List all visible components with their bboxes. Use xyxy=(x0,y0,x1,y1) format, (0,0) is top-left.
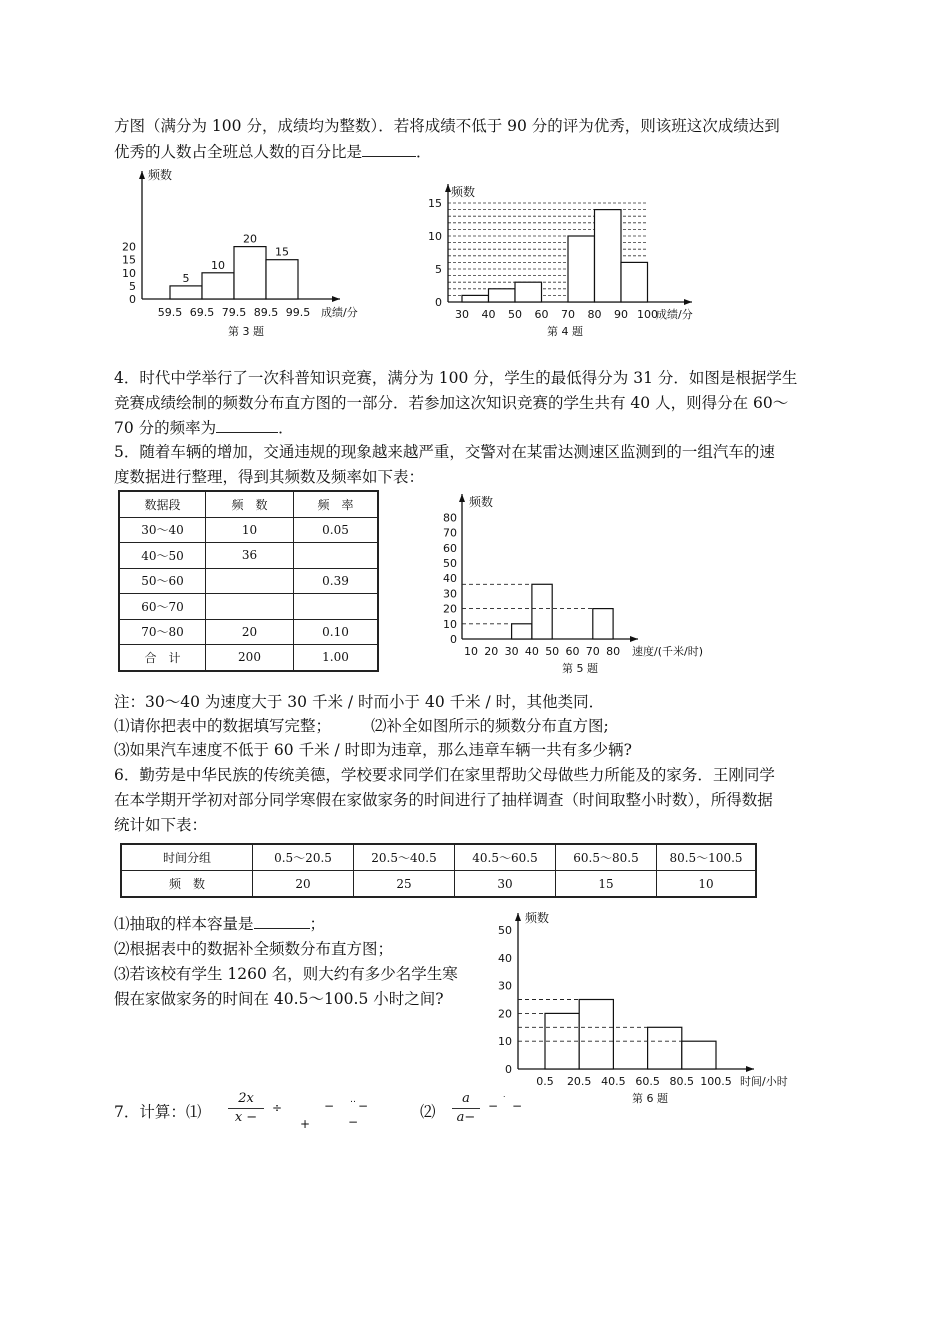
table-row xyxy=(119,568,378,594)
tick-label-x: 79.5 xyxy=(221,306,247,319)
fraction-denominator: x − xyxy=(228,1108,264,1127)
tick-label-x: 70 xyxy=(585,645,600,658)
cell: 20 xyxy=(253,871,354,898)
tick-label-x: 50 xyxy=(545,645,560,658)
tick-label-y: 10 xyxy=(498,1035,512,1049)
histogram-bar xyxy=(593,609,613,639)
tick-label-x: 40.5 xyxy=(601,1075,626,1088)
q6-sub1-text: ⑴抽取的样本容量是 xyxy=(114,915,254,933)
q6-line2: 在本学期开学初对部分同学寒假在家做家务的时间进行了抽样调查（时间取整小时数），所得数据 xyxy=(114,791,773,809)
x-axis-arrow xyxy=(332,296,340,302)
fraction-1 xyxy=(228,1090,264,1127)
q6-sub2: ⑵根据表中的数据补全频数分布直方图； xyxy=(114,940,394,958)
tick-label-y: 20 xyxy=(122,240,136,254)
chart-q3 xyxy=(112,165,382,343)
y-axis-label: 频数 xyxy=(525,911,550,925)
header-cell: 频 数 xyxy=(206,491,294,517)
table-q5 xyxy=(118,490,379,672)
histogram-bar xyxy=(595,210,622,302)
x-axis-arrow xyxy=(746,1066,754,1072)
histogram-bar xyxy=(532,584,552,639)
table-row xyxy=(121,844,756,871)
tick-label-y: 0 xyxy=(129,293,136,306)
svg-text:÷: ÷ xyxy=(272,1101,283,1115)
histogram-bar xyxy=(648,1027,682,1069)
tick-label-x: 30 xyxy=(455,308,469,321)
table-row xyxy=(119,619,378,645)
svg-text:‥: ‥ xyxy=(350,1096,357,1105)
tick-label-x: 100 xyxy=(637,308,658,321)
svg-text:−: − xyxy=(358,1099,369,1113)
q5-line1: 5．随着车辆的增加，交通违规的现象越来越严重，交警对在某雷达测速区监测到的一组汽车的速 xyxy=(114,443,775,461)
chart-q6 xyxy=(490,905,820,1105)
cell: 0.39 xyxy=(294,568,379,594)
tick-label-x: 60 xyxy=(534,308,549,321)
tick-label-y: 80 xyxy=(443,511,457,525)
answer-blank[interactable] xyxy=(216,417,278,433)
q4-line3 xyxy=(114,416,844,440)
cell[interactable] xyxy=(206,568,294,594)
svg-text:−: − xyxy=(488,1099,499,1113)
svg-text:+: + xyxy=(300,1117,311,1130)
histogram-bar xyxy=(170,286,202,299)
tick-label-x: 80 xyxy=(606,645,621,658)
chart-caption: 第 6 题 xyxy=(632,1092,668,1105)
cell: 30～40 xyxy=(119,517,206,543)
cell: 时间分组 xyxy=(121,844,253,871)
cell[interactable] xyxy=(206,594,294,620)
svg-text:−: − xyxy=(348,1115,359,1129)
cell: 60～70 xyxy=(119,594,206,620)
tick-label-x: 89.5 xyxy=(253,306,279,319)
chart-caption: 第 3 题 xyxy=(228,325,264,338)
fraction-numerator: 2x xyxy=(238,1091,254,1106)
tick-label-x: 30 xyxy=(504,645,519,658)
answer-blank[interactable] xyxy=(254,913,310,929)
cell: 合 计 xyxy=(119,645,206,671)
table-row xyxy=(119,594,378,620)
tick-label-y: 20 xyxy=(498,1007,512,1021)
tick-label-x: 80 xyxy=(587,308,602,321)
cell: 0.5～20.5 xyxy=(253,844,354,871)
tick-label-y: 30 xyxy=(498,979,512,993)
tick-label-x: 0.5 xyxy=(536,1075,554,1088)
tick-label-y: 50 xyxy=(443,557,457,570)
cell[interactable] xyxy=(294,543,379,569)
q3-text-line2 xyxy=(114,140,844,164)
q6-line3: 统计如下表： xyxy=(114,816,208,834)
tick-label-x: 60 xyxy=(565,645,580,658)
chart-caption: 第 5 题 xyxy=(562,662,598,675)
cell: 频 数 xyxy=(121,871,253,898)
data-label: 10 xyxy=(211,258,225,272)
histogram-bar xyxy=(512,624,532,639)
header-cell: 频 率 xyxy=(294,491,379,517)
cell: 10 xyxy=(206,517,294,543)
data-label: 15 xyxy=(275,245,289,259)
cell: 50～60 xyxy=(119,568,206,594)
q7-label: 7．计算：⑴ xyxy=(114,1103,202,1121)
tick-label-y: 40 xyxy=(498,951,512,965)
x-axis-label: 成绩/分 xyxy=(656,308,693,321)
tick-label-x: 80.5 xyxy=(669,1075,695,1088)
table-q6 xyxy=(120,843,757,898)
tick-label-x: 10 xyxy=(464,645,478,658)
cell[interactable] xyxy=(294,594,379,620)
cell: 1.00 xyxy=(294,645,379,671)
tick-label-x: 40 xyxy=(481,308,496,321)
x-axis-label: 时间/小时 xyxy=(740,1075,788,1088)
tick-label-x: 99.5 xyxy=(285,306,311,319)
histogram-bar xyxy=(266,260,298,299)
q5-sub1: ⑴请你把表中的数据填写完整； xyxy=(114,717,332,735)
cell: 36 xyxy=(206,543,294,569)
table-row xyxy=(119,517,378,543)
cell: 70～80 xyxy=(119,619,206,645)
x-axis-label: 成绩/分 xyxy=(321,306,358,319)
tick-label-y: 20 xyxy=(443,602,457,616)
tick-label-y: 0 xyxy=(505,1063,512,1076)
y-axis-arrow xyxy=(515,913,521,921)
histogram-bar xyxy=(579,1000,613,1070)
q5-sub2: ⑵补全如图所示的频数分布直方图; xyxy=(371,717,609,735)
tick-label-x: 20 xyxy=(484,645,499,658)
cell: 30 xyxy=(455,871,556,898)
table-header-row xyxy=(119,491,378,517)
q4-line1: 4．时代中学举行了一次科普知识竞赛，满分为 100 分，学生的最低得分为 31 分．如图是根据学生 xyxy=(114,369,798,387)
table-row xyxy=(121,871,756,898)
punct: ； xyxy=(309,915,326,933)
tick-label-y: 60 xyxy=(443,541,457,555)
q5-sub-line xyxy=(114,714,844,738)
cell: 10 xyxy=(657,871,757,898)
cell: 0.05 xyxy=(294,517,379,543)
histogram-bar xyxy=(621,262,648,302)
cell: 20 xyxy=(206,619,294,645)
cell: 25 xyxy=(354,871,455,898)
histogram-bar xyxy=(489,289,516,302)
tick-label-y: 70 xyxy=(443,526,457,540)
tick-label-y: 10 xyxy=(428,230,442,243)
tick-label-x: 59.5 xyxy=(157,306,183,319)
tick-label-y: 15 xyxy=(428,197,442,210)
q5-line2: 度数据进行整理，得到其频数及频率如下表： xyxy=(114,468,425,486)
histogram-bar xyxy=(682,1041,716,1069)
data-label: 5 xyxy=(182,271,190,285)
tick-label-y: 15 xyxy=(122,253,136,267)
fraction-numerator: a xyxy=(462,1091,470,1106)
q6-sub3b: 假在家做家务的时间在 40.5～100.5 小时之间? xyxy=(114,990,444,1008)
fraction-denominator: a− xyxy=(452,1108,480,1127)
histogram-bar xyxy=(515,282,542,302)
table-row xyxy=(119,543,378,569)
q5-note: 注：30～40 为速度大于 30 千米 / 时而小于 40 千米 / 时，其他类同． xyxy=(114,693,605,711)
tick-label-x: 60.5 xyxy=(635,1075,660,1088)
tick-label-x: 50 xyxy=(508,308,522,321)
tick-label-y: 0 xyxy=(450,633,457,646)
y-axis-label: 频数 xyxy=(148,168,173,182)
table-row xyxy=(119,645,378,671)
faded-formula-1 xyxy=(268,1096,378,1130)
tick-label-x: 100.5 xyxy=(700,1075,732,1088)
svg-text:−: − xyxy=(324,1099,335,1113)
q4-question: 70 分的频率为 xyxy=(114,419,217,437)
cell: 40～50 xyxy=(119,543,206,569)
fraction-2 xyxy=(452,1090,480,1127)
tick-label-y: 5 xyxy=(129,279,136,293)
punct: ． xyxy=(416,143,432,161)
cell: 200 xyxy=(206,645,294,671)
tick-label-y: 30 xyxy=(443,587,457,601)
tick-label-x: 40 xyxy=(524,645,539,658)
y-axis-arrow xyxy=(459,494,465,502)
x-axis-label: 速度/(千米/时) xyxy=(632,645,703,658)
y-axis-arrow xyxy=(139,171,145,179)
tick-label-x: 70 xyxy=(561,308,575,321)
x-axis-arrow xyxy=(684,299,692,305)
svg-text:˙: ˙ xyxy=(502,1096,507,1106)
q3-text-line1: 方图（满分为 100 分，成绩均为整数）．若将成绩不低于 90 分的评为优秀，则该班这次成绩达到 xyxy=(114,117,780,135)
tick-label-y: 5 xyxy=(435,263,442,276)
tick-label-y: 50 xyxy=(498,924,512,937)
svg-text:−: − xyxy=(512,1099,523,1113)
chart-q5 xyxy=(420,490,740,680)
tick-label-y: 0 xyxy=(435,296,442,309)
q6-sub3a: ⑶若该校有学生 1260 名，则大约有多少名学生寒 xyxy=(114,965,458,983)
cell: 60.5～80.5 xyxy=(556,844,657,871)
cell: 20.5～40.5 xyxy=(354,844,455,871)
tick-label-x: 90 xyxy=(614,308,628,321)
q7-part2-label: ⑵ xyxy=(420,1103,436,1121)
histogram-bar xyxy=(568,236,595,302)
tick-label-y: 10 xyxy=(443,617,457,631)
q3-question: 优秀的人数占全班总人数的百分比是 xyxy=(114,143,363,161)
tick-label-x: 20.5 xyxy=(566,1075,592,1088)
histogram-bar xyxy=(462,295,489,302)
cell: 80.5～100.5 xyxy=(657,844,757,871)
q4-line2: 竞赛成绩绘制的频数分布直方图的一部分．若参加这次知识竞赛的学生共有 40 人，则得分在 60～ xyxy=(114,394,789,412)
q5-sub3: ⑶如果汽车速度不低于 60 千米 / 时即为违章，那么违章车辆一共有多少辆? xyxy=(114,741,632,759)
y-axis-label: 频数 xyxy=(451,185,476,199)
q6-line1: 6．勤劳是中华民族的传统美德，学校要求同学们在家里帮助父母做些力所能及的家务．王刚同学 xyxy=(114,766,775,784)
x-axis-arrow xyxy=(630,636,638,642)
histogram-bar xyxy=(202,273,234,299)
header-cell: 数据段 xyxy=(119,491,206,517)
answer-blank[interactable] xyxy=(362,141,416,157)
punct: ． xyxy=(278,419,294,437)
histogram-bar xyxy=(234,247,266,299)
y-axis-label: 频数 xyxy=(469,495,494,509)
faded-formula-2 xyxy=(484,1096,534,1116)
chart-caption: 第 4 题 xyxy=(547,325,583,338)
cell: 40.5～60.5 xyxy=(455,844,556,871)
cell: 15 xyxy=(556,871,657,898)
tick-label-x: 69.5 xyxy=(189,306,215,319)
data-label: 20 xyxy=(243,232,257,246)
cell: 0.10 xyxy=(294,619,379,645)
tick-label-y: 10 xyxy=(122,266,136,280)
tick-label-y: 40 xyxy=(443,572,457,586)
chart-q4 xyxy=(420,180,720,342)
